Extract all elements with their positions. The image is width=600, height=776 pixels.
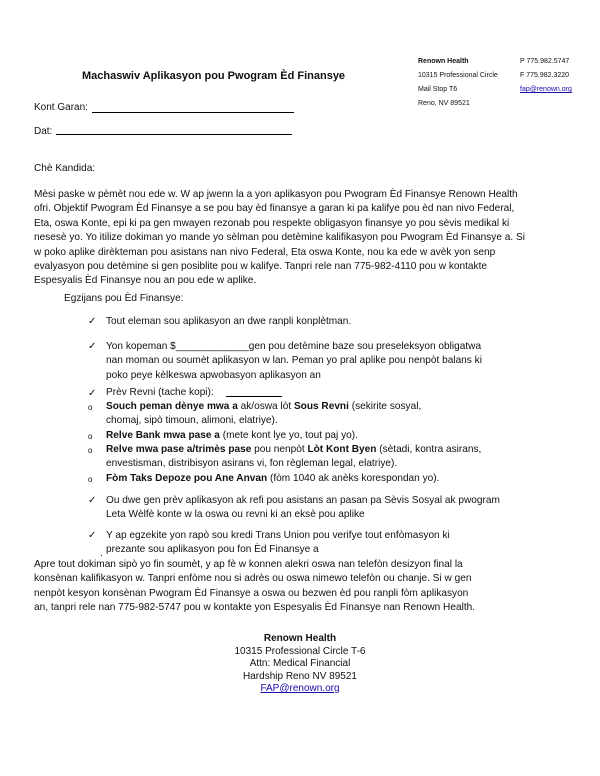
bullet-icon: o bbox=[88, 475, 93, 484]
requirement-5 bbox=[106, 529, 450, 558]
income-item: Relve mwa pase a/trimès pase pou nenpòt Lòt Kont Byen (sètadi, kontra asirans, envestisman, distribisyon asirans vi, fon règleman legal, elatriye). bbox=[106, 444, 482, 470]
footer-line: Hardship Reno NV 89521 bbox=[243, 670, 357, 682]
text-line: nesesè yo. Yo itilize dokiman yo mande yo sèlman pou detèmine kalifikasyon pou Pwogram Èd Finansye a. Si bbox=[34, 232, 525, 244]
text-line: Leta Wèlfè konte w la oswa ou revni ki an eksè pou aplike bbox=[106, 509, 365, 521]
org-address-line: Reno, NV 89521 bbox=[418, 100, 470, 107]
text-line: Yon kopeman $_____________gen pou detèmine baze sou preseleksyon obligatwa bbox=[106, 341, 482, 352]
org-name: Renown Health bbox=[418, 58, 469, 65]
text-line: w poko aplike dirèkteman pou asistans nan nivo Federal, Eta oswa Konte, nou ka ede w avèk yon senp bbox=[34, 246, 496, 258]
intro-paragraph bbox=[34, 188, 586, 289]
footer-email-link[interactable]: FAP@renown.org bbox=[260, 683, 340, 694]
org-email-link[interactable]: fap@renown.org bbox=[520, 86, 572, 93]
text-line: an, tanpri rele nan 775-982-5747 pou w kontakte yon Espesyalis Èd Finansye nan Renown Health. bbox=[34, 602, 476, 614]
check-icon: ✓ bbox=[88, 530, 97, 541]
closing-paragraph bbox=[34, 558, 586, 616]
greeting: Chè Kandida: bbox=[34, 163, 96, 174]
text-line: Y ap egzekite yon rapò sou kredi Trans Union pou verifye tout enfòmasyon ki bbox=[106, 530, 450, 541]
date-field[interactable] bbox=[56, 134, 292, 135]
footer-line: 10315 Professional Circle T-6 bbox=[234, 645, 366, 657]
text-line: evalyasyon pou detèmine si gen posiblite pou w kalifye. Tanpri rele nan 775-982-4110 pou w kontakte bbox=[34, 261, 488, 273]
bullet-icon: o bbox=[88, 403, 93, 412]
account-label: Kont Garan: bbox=[34, 102, 88, 113]
check-icon: ✓ bbox=[88, 341, 97, 352]
text-line: Eta, oswa Konte, epi ki pa gen mwayen rezonab pou respekte obligasyon finansye yo pou sèvis medikal ki bbox=[34, 217, 510, 229]
org-fax: F 775.982.3220 bbox=[520, 72, 570, 79]
org-address-block bbox=[418, 55, 498, 111]
stray-dot: . bbox=[100, 548, 103, 559]
income-item: Souch peman dènye mwa a ak/oswa lòt Sous Revni (sekirite sosyal, chomaj, sipò timoun, alimoni, elatriye). bbox=[106, 401, 422, 427]
requirements-heading: Egzijans pou Èd Finansye: bbox=[64, 293, 184, 304]
check-icon: ✓ bbox=[88, 388, 97, 399]
bullet-icon: o bbox=[88, 446, 93, 455]
footer-address bbox=[0, 633, 600, 696]
income-proof-blank bbox=[226, 396, 282, 397]
check-icon: ✓ bbox=[88, 316, 97, 327]
check-icon: ✓ bbox=[88, 495, 97, 506]
income-item: Relve Bank mwa pase a (mete kont lye yo, tout paj yo). bbox=[106, 430, 358, 441]
date-label: Dat: bbox=[34, 126, 53, 137]
bullet-icon: o bbox=[88, 432, 93, 441]
page-title: Machaswiv Aplikasyon pou Pwogram Èd Finansye bbox=[82, 70, 346, 82]
text-line: ofri. Objektif Pwogram Èd Finansye a se pou bay èd finansye a garan ki pa kalifye pou èd nan nivo Federal, bbox=[34, 203, 515, 215]
text-line: nan moman ou soumèt aplikasyon w lan. Peman yo pral aplike pou nenpòt balans ki bbox=[106, 355, 482, 367]
text-line: Mèsi paske w pèmèt nou ede w. W ap jwenn la a yon aplikasyon pou Pwogram Èd Finansye Renown Health bbox=[34, 189, 518, 200]
requirement-3-label: Prèv Revni (tache kopi): bbox=[106, 387, 214, 398]
text-line: Tout eleman sou aplikasyon an dwe ranpli konplètman. bbox=[106, 316, 352, 327]
org-address-line: 10315 Professional Circle bbox=[418, 72, 498, 79]
text-line: prezante sou aplikasyon pou fon Èd Finansye a bbox=[106, 544, 319, 556]
footer-line: Attn: Medical Financial bbox=[249, 658, 351, 669]
org-contact-block bbox=[520, 55, 572, 97]
org-address-line: Mail Stop T6 bbox=[418, 86, 458, 93]
requirement-2 bbox=[106, 340, 482, 383]
text-line: Apre tout dokiman sipò yo fin soumèt, y ap fè w konnen alekri oswa nan telefòn desizyon final la bbox=[34, 559, 463, 570]
text-line: nenpòt kesyon konsènan Pwogram Èd Finansye a oswa ou bezwen èd pou ranpli fòm aplikasyon bbox=[34, 587, 469, 599]
income-item: Fòm Taks Depoze pou Ane Anvan (fòm 1040 ak anèks korespondan yo). bbox=[106, 473, 440, 484]
requirement-4 bbox=[106, 494, 500, 523]
footer-org-name: Renown Health bbox=[263, 633, 337, 644]
requirement-1 bbox=[106, 315, 351, 329]
text-line: Espesyalis Èd Finansye nou an pou ede w aplike. bbox=[34, 275, 257, 287]
text-line: poko peye kèlkeswa apwobasyon aplikasyon an bbox=[106, 369, 321, 381]
text-line: konsènan kalifikasyon w. Tanpri enfòme nou si adrès ou oswa nimewo telefòn ou chanje. Si w gen bbox=[34, 573, 472, 585]
account-field[interactable] bbox=[92, 112, 294, 113]
text-line: Ou dwe gen prèv aplikasyon ak refi pou asistans an pasan pa Sèvis Sosyal ak pwogram bbox=[106, 495, 500, 506]
org-phone: P 775.982.5747 bbox=[520, 58, 570, 65]
